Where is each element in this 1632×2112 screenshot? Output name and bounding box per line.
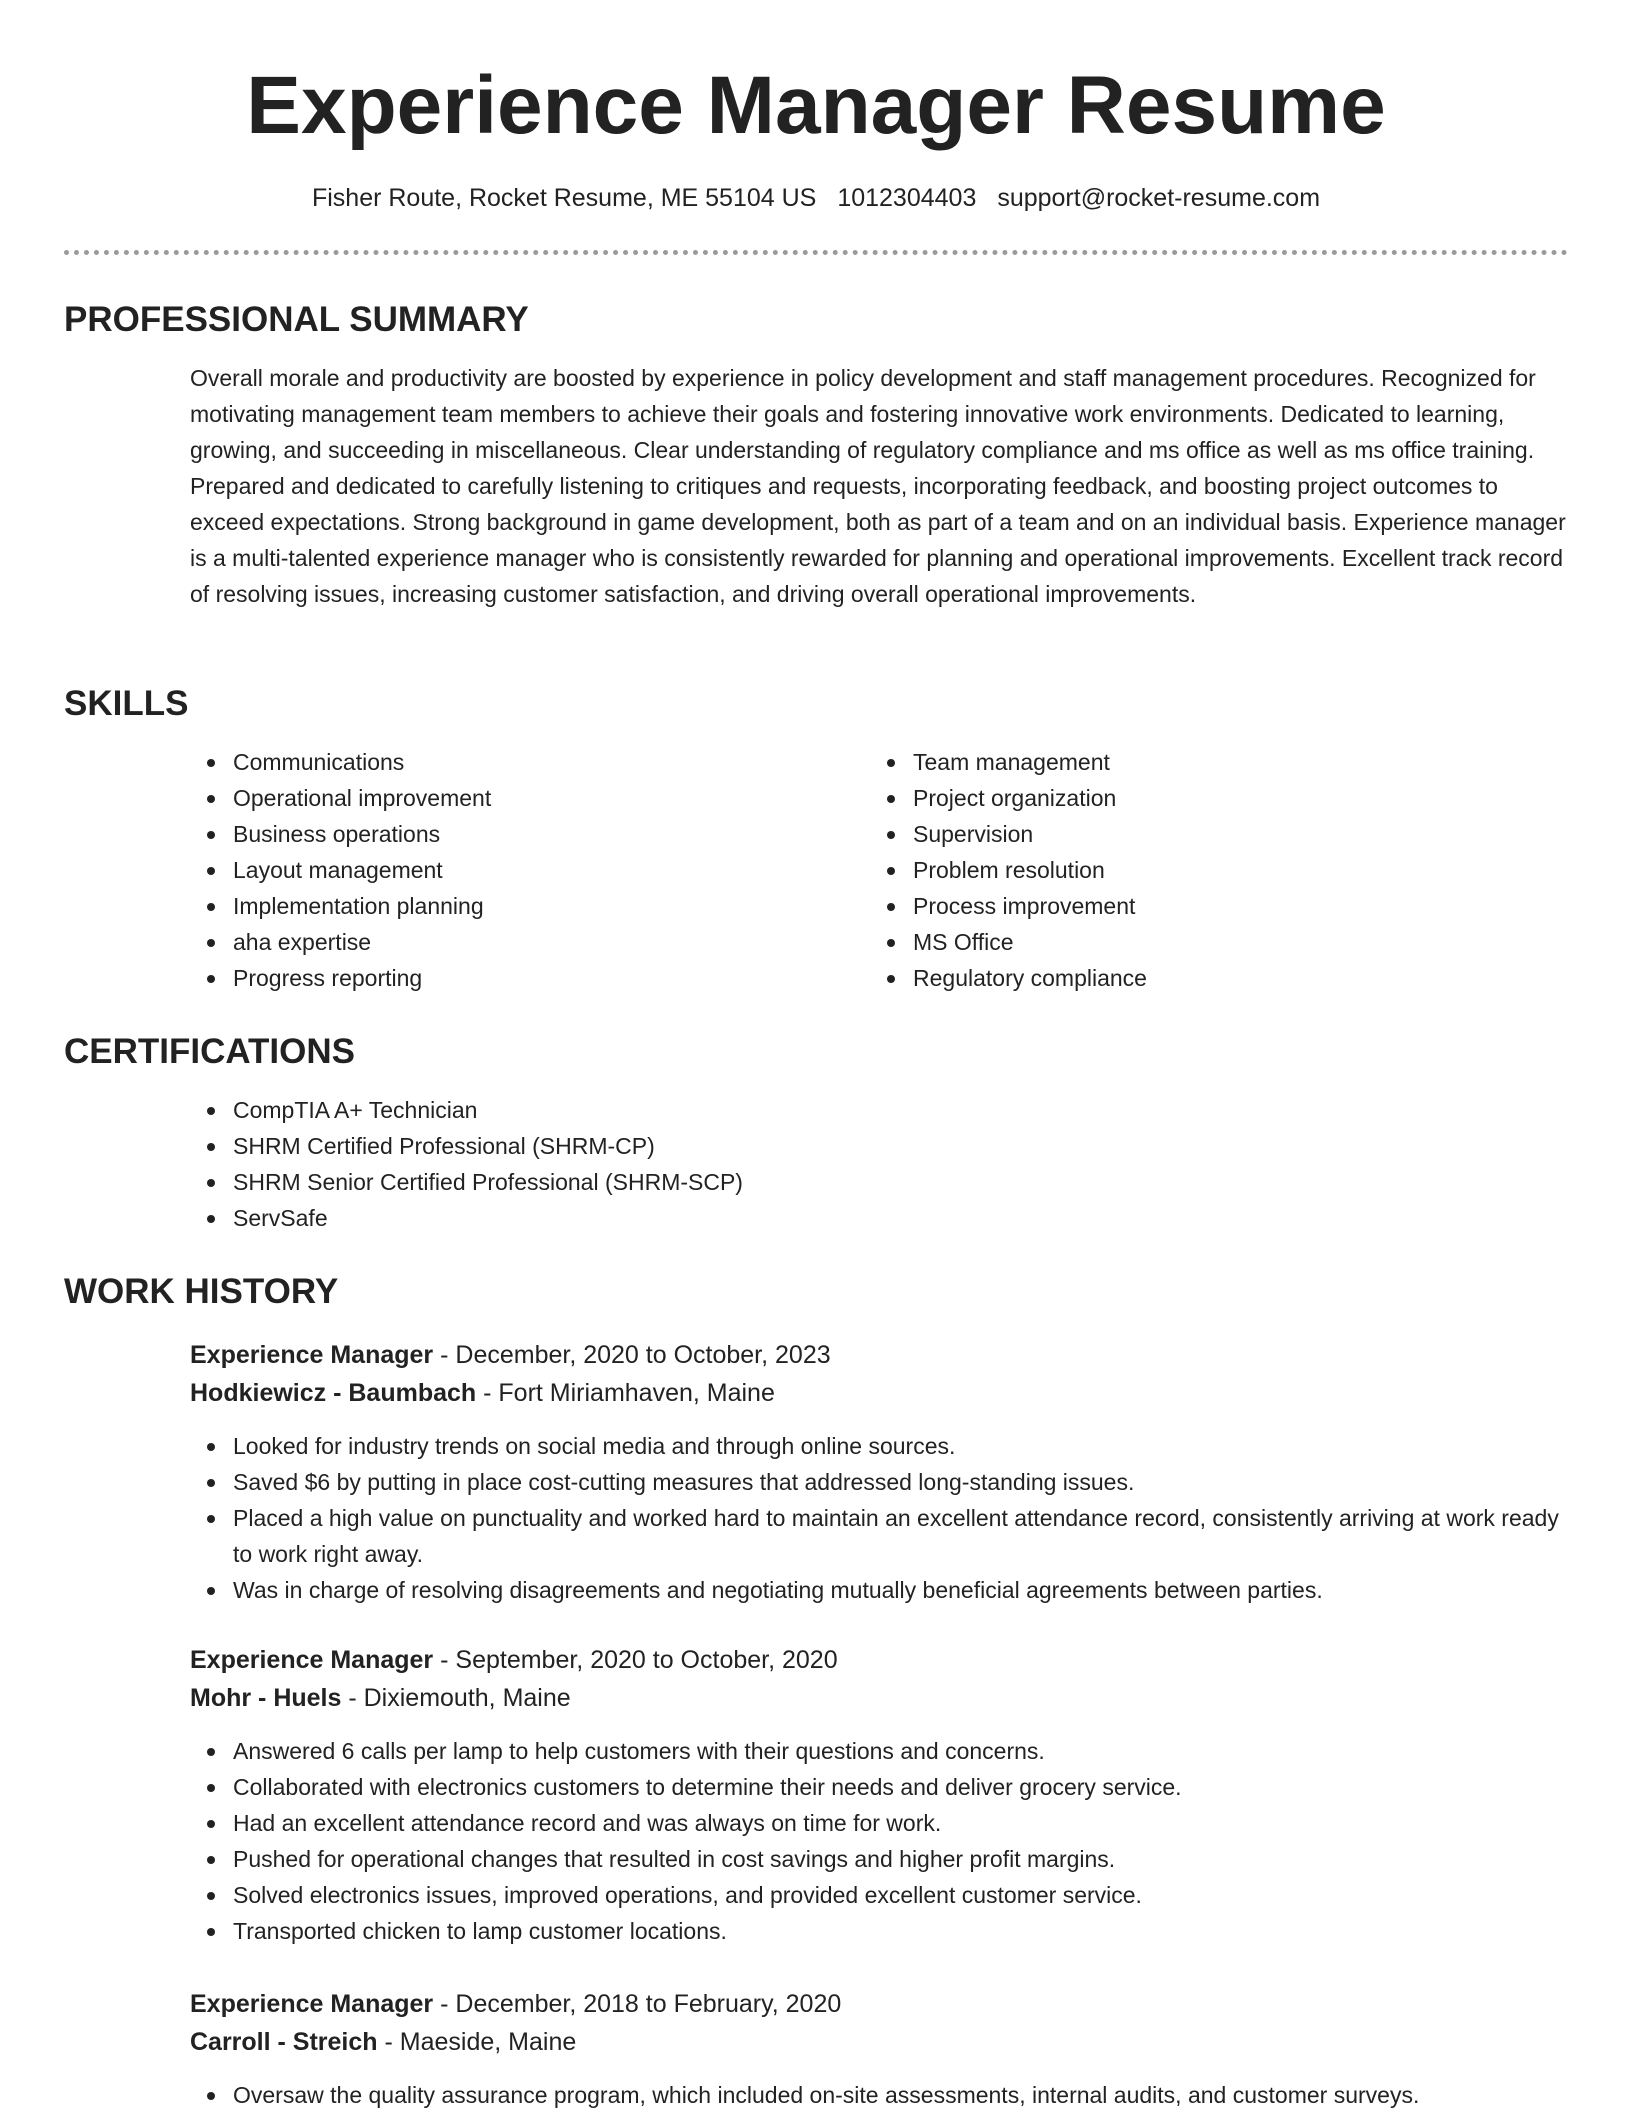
job-role: Experience Manager — [190, 1341, 434, 1369]
certifications-body — [190, 1092, 1568, 1236]
job-entry — [64, 1985, 1568, 2112]
job-company-line — [190, 1374, 1568, 1412]
skills-list-right — [870, 744, 1550, 996]
skill-item: Implementation planning — [190, 888, 870, 924]
job-bullet: Collaborated with electronics customers to determine their needs and deliver grocery service. — [190, 1769, 1568, 1805]
job-company: Hodkiewicz - Baumbach — [190, 1379, 477, 1407]
skill-item: MS Office — [870, 924, 1550, 960]
certifications-section — [64, 1030, 1568, 1236]
skill-item: Operational improvement — [190, 780, 870, 816]
job-bullet: Pushed for operational changes that resulted in cost savings and higher profit margins. — [190, 1841, 1568, 1877]
skills-columns — [190, 744, 1568, 996]
job-company: Carroll - Streich — [190, 2028, 378, 2056]
certification-item: SHRM Senior Certified Professional (SHRM-SCP) — [190, 1164, 1568, 1200]
job-bullets — [190, 1428, 1568, 1608]
job-role-line — [190, 1641, 1568, 1679]
job-dates: - September, 2020 to October, 2020 — [433, 1646, 838, 1674]
job-details — [190, 1985, 1568, 2112]
work-history-section — [64, 1270, 1568, 1314]
job-company: Mohr - Huels — [190, 1684, 342, 1712]
skills-list-left — [190, 744, 870, 996]
skill-item: Project organization — [870, 780, 1550, 816]
contact-address: Fisher Route, Rocket Resume, ME 55104 US — [311, 184, 817, 212]
summary-title: PROFESSIONAL SUMMARY — [64, 300, 529, 339]
skill-item: Regulatory compliance — [870, 960, 1550, 996]
job-company-line — [190, 2023, 1568, 2061]
job-details — [190, 1641, 1568, 1949]
certifications-list — [190, 1092, 1568, 1236]
job-entry — [64, 1336, 1568, 1608]
job-entry — [64, 1641, 1568, 1949]
skill-item: Process improvement — [870, 888, 1550, 924]
contact-line — [0, 180, 1632, 216]
summary-text: Overall morale and productivity are boosted by experience in policy development and staff management procedures. Recognized for motivating management team members to achieve their goals and fostering innovative work environments. Dedicated to learning, growing, and succeeding in miscellaneous. Clear understanding of regulatory compliance and ms office as well as ms office training. Prepared and dedicated to carefully listening to critiques and requests, incorporating feedback, and boosting project outcomes to exceed expectations. Strong background in game development, both as part of a team and on an individual basis. Experience manager is a multi-talented experience manager who is consistently rewarded for planning and operational improvements. Excellent track record of resolving issues, increasing customer satisfaction, and driving overall operational improvements. — [190, 365, 1566, 607]
job-location: - Dixiemouth, Maine — [341, 1684, 571, 1712]
certification-item: CompTIA A+ Technician — [190, 1092, 1568, 1128]
job-bullet: Placed a high value on punctuality and worked hard to maintain an excellent attendance record, consistently arriving at work ready to work right away. — [190, 1500, 1568, 1572]
contact-phone: 1012304403 — [837, 184, 977, 212]
skill-item: aha expertise — [190, 924, 870, 960]
job-company-line — [190, 1679, 1568, 1717]
skill-item: Layout management — [190, 852, 870, 888]
skill-item: Progress reporting — [190, 960, 870, 996]
work-history-title: WORK HISTORY — [64, 1272, 339, 1311]
resume-title: Experience Manager Resume — [246, 60, 1386, 151]
skills-title: SKILLS — [64, 684, 189, 723]
job-role-line — [190, 1336, 1568, 1374]
job-dates: - December, 2020 to October, 2023 — [433, 1341, 831, 1369]
job-details — [190, 1336, 1568, 1608]
job-bullet: Answered 6 calls per lamp to help customers with their questions and concerns. — [190, 1733, 1568, 1769]
header-divider — [64, 250, 1568, 255]
job-bullet: Solved electronics issues, improved operations, and provided excellent customer service. — [190, 1877, 1568, 1913]
contact-email[interactable]: support@rocket-resume.com — [997, 184, 1321, 212]
job-role: Experience Manager — [190, 1646, 434, 1674]
job-role: Experience Manager — [190, 1990, 434, 2018]
job-bullet: Had an excellent attendance record and was always on time for work. — [190, 1805, 1568, 1841]
job-bullet: Looked for industry trends on social media and through online sources. — [190, 1428, 1568, 1464]
job-dates: - December, 2018 to February, 2020 — [433, 1990, 842, 2018]
job-location: - Fort Miriamhaven, Maine — [476, 1379, 775, 1407]
job-bullets — [190, 2077, 1568, 2112]
skill-item: Business operations — [190, 816, 870, 852]
skill-item: Problem resolution — [870, 852, 1550, 888]
summary-section — [64, 298, 1568, 612]
certification-item: SHRM Certified Professional (SHRM-CP) — [190, 1128, 1568, 1164]
job-bullet: Was in charge of resolving disagreements and negotiating mutually beneficial agreements between parties. — [190, 1572, 1568, 1608]
certification-item: ServSafe — [190, 1200, 1568, 1236]
job-bullet: Transported chicken to lamp customer locations. — [190, 1913, 1568, 1949]
job-role-line — [190, 1985, 1568, 2023]
job-location: - Maeside, Maine — [377, 2028, 577, 2056]
skill-item: Team management — [870, 744, 1550, 780]
job-bullets — [190, 1733, 1568, 1949]
job-bullet: Oversaw the quality assurance program, which included on-site assessments, internal audits, and customer surveys. — [190, 2077, 1568, 2112]
certifications-title: CERTIFICATIONS — [64, 1032, 356, 1071]
job-bullet: Saved $6 by putting in place cost-cutting measures that addressed long-standing issues. — [190, 1464, 1568, 1500]
skills-section — [64, 682, 1568, 996]
skill-item: Supervision — [870, 816, 1550, 852]
skill-item: Communications — [190, 744, 870, 780]
